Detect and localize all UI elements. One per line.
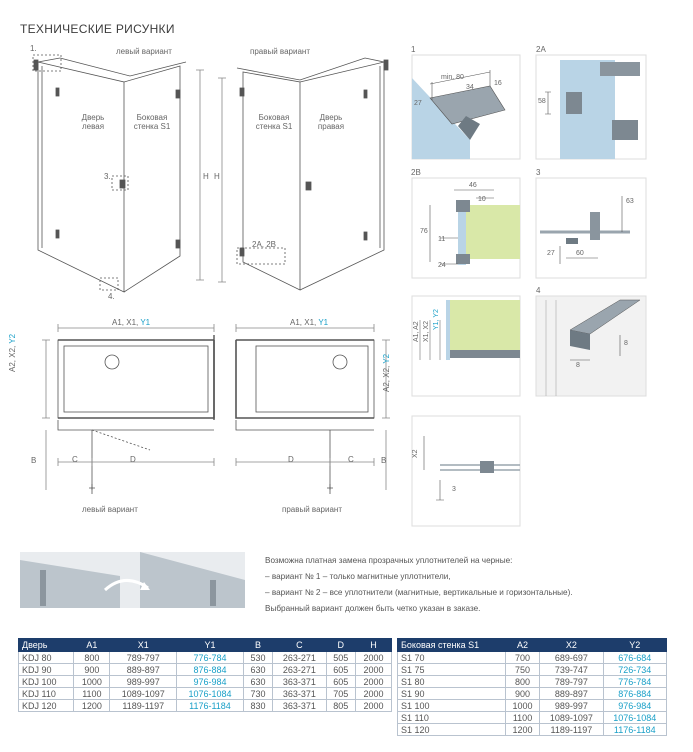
note-line-2: – вариант № 1 – только магнитные уплотнители, <box>265 572 451 581</box>
table-row <box>19 676 392 688</box>
left-side-label <box>128 113 176 131</box>
table-row <box>19 652 392 664</box>
detail-y1-x1: X1, X2 <box>423 320 430 342</box>
table-row <box>398 652 667 664</box>
note-line-1: Возможна платная замена прозрачных уплотнителей на черные: <box>265 556 513 565</box>
table-cell: 1000 <box>505 700 539 712</box>
table-cell: 989-997 <box>540 700 603 712</box>
side-table-body <box>398 652 667 736</box>
side-table-header-cell: Y2 <box>603 639 666 652</box>
detail-1-b: 16 <box>494 80 502 87</box>
table-cell: 630 <box>243 664 272 676</box>
door-table-header-cell: Y1 <box>177 639 244 652</box>
table-cell: 1176-1184 <box>603 724 666 736</box>
right-plan-view <box>236 324 390 494</box>
page-title: ТЕХНИЧЕСКИЕ РИСУНКИ <box>20 22 175 36</box>
right-door-label-line2: правая <box>317 122 345 131</box>
left-side-label-line2: стенка S1 <box>133 122 171 131</box>
detail-4-number: 4 <box>536 286 541 295</box>
table-cell: 800 <box>74 652 110 664</box>
right-variant-title: правый вариант <box>250 47 310 56</box>
table-cell: S1 70 <box>398 652 506 664</box>
table-row <box>398 724 667 736</box>
table-cell: 605 <box>326 664 355 676</box>
callout-3: 3. <box>104 172 111 181</box>
table-cell: 1189-1197 <box>110 700 177 712</box>
left-plan-view <box>42 324 214 494</box>
detail-1-c: 27 <box>414 100 422 107</box>
table-cell: 1089-1097 <box>110 688 177 700</box>
gasket-photos <box>20 552 245 608</box>
table-row <box>19 700 392 712</box>
door-table-header <box>19 639 392 652</box>
detail-x2-label: X2 <box>412 449 419 458</box>
detail-2b-a: 46 <box>469 182 477 189</box>
detail-3-a: 63 <box>626 198 634 205</box>
detail-1-a: 34 <box>466 84 474 91</box>
table-cell: 689-697 <box>540 652 603 664</box>
left-plan-d: D <box>130 455 136 464</box>
right-plan-top-dim <box>290 318 328 327</box>
right-door-label <box>308 113 354 131</box>
table-row <box>398 712 667 724</box>
right-plan-c: C <box>348 455 354 464</box>
detail-1-number: 1 <box>411 45 416 54</box>
door-table-header-cell: D <box>326 639 355 652</box>
detail-4-b: 8 <box>576 362 580 369</box>
left-plan-c: C <box>72 455 78 464</box>
right-height-label: H <box>214 172 220 181</box>
right-plan-side-dim-y: Y2 <box>382 353 391 364</box>
table-cell: 2000 <box>355 652 391 664</box>
table-cell: 889-897 <box>540 688 603 700</box>
table-cell: 2000 <box>355 688 391 700</box>
table-row <box>398 676 667 688</box>
detail-3-number: 3 <box>536 168 541 177</box>
door-table-header-cell: Дверь <box>19 639 74 652</box>
right-side-label-line2: стенка S1 <box>255 122 293 131</box>
left-plan-top-dim-text: A1, X1, <box>112 318 139 327</box>
left-door-label-line2: левая <box>81 122 105 131</box>
right-door-label-line1: Дверь <box>319 113 343 122</box>
table-cell: 1076-1084 <box>177 688 244 700</box>
table-cell: 1076-1084 <box>603 712 666 724</box>
right-plan-top-dim-y: Y1 <box>318 318 329 327</box>
detail-2b-c: 76 <box>420 228 428 235</box>
right-plan-caption: правый вариант <box>282 505 342 514</box>
table-cell: 505 <box>326 652 355 664</box>
table-cell: 1100 <box>74 688 110 700</box>
table-cell: 530 <box>243 652 272 664</box>
door-table-header-cell: H <box>355 639 391 652</box>
detail-1-min: min. 80 <box>441 74 464 81</box>
detail-2b-b: 10 <box>478 196 486 203</box>
table-cell: KDJ 80 <box>19 652 74 664</box>
right-variant-drawing <box>218 58 388 290</box>
table-cell: 363-371 <box>273 688 326 700</box>
table-cell: 876-884 <box>603 688 666 700</box>
table-cell: 830 <box>243 700 272 712</box>
table-cell: 739-747 <box>540 664 603 676</box>
detail-2b-d: 11 <box>438 236 446 243</box>
side-wall-table <box>397 638 667 736</box>
table-cell: 263-271 <box>273 652 326 664</box>
table-cell: KDJ 120 <box>19 700 74 712</box>
detail-4-a: 8 <box>624 340 628 347</box>
table-cell: 700 <box>505 652 539 664</box>
table-cell: 630 <box>243 676 272 688</box>
table-cell: 876-884 <box>177 664 244 676</box>
right-side-label <box>250 113 298 131</box>
table-cell: 363-371 <box>273 700 326 712</box>
door-table-header-cell: X1 <box>110 639 177 652</box>
table-cell: 789-797 <box>110 652 177 664</box>
left-plan-side-dim <box>8 334 17 372</box>
table-cell: S1 120 <box>398 724 506 736</box>
right-side-label-line1: Боковая <box>258 113 290 122</box>
table-cell: S1 110 <box>398 712 506 724</box>
left-plan-side-dim-text: A2, X2, <box>8 345 17 372</box>
note-line-3: – вариант № 2 – все уплотнители (магнитные, вертикальные и горизонтальные). <box>265 588 573 597</box>
left-variant-title: левый вариант <box>116 47 172 56</box>
table-cell: 889-897 <box>110 664 177 676</box>
table-cell: 1089-1097 <box>540 712 603 724</box>
table-row <box>398 700 667 712</box>
door-table-header-cell: B <box>243 639 272 652</box>
table-cell: 676-684 <box>603 652 666 664</box>
detail-2a-a: 58 <box>538 98 546 105</box>
table-cell: KDJ 90 <box>19 664 74 676</box>
left-plan-caption: левый вариант <box>82 505 138 514</box>
detail-2b-e: 24 <box>438 262 446 269</box>
door-table-header-cell: A1 <box>74 639 110 652</box>
left-variant-drawing <box>33 55 204 292</box>
left-door-label-line1: Дверь <box>81 113 105 122</box>
table-cell: 363-371 <box>273 676 326 688</box>
table-cell: 976-984 <box>177 676 244 688</box>
detail-y1-y1: Y1, Y2 <box>433 309 440 330</box>
callout-1: 1. <box>30 44 37 53</box>
table-cell: 1100 <box>505 712 539 724</box>
table-cell: 900 <box>505 688 539 700</box>
left-height-label: H <box>203 172 209 181</box>
table-row <box>398 688 667 700</box>
table-cell: 263-271 <box>273 664 326 676</box>
table-cell: 605 <box>326 676 355 688</box>
table-cell: 805 <box>326 700 355 712</box>
detail-3-b: 27 <box>547 250 555 257</box>
table-cell: 1189-1197 <box>540 724 603 736</box>
table-cell: 776-784 <box>177 652 244 664</box>
table-cell: S1 80 <box>398 676 506 688</box>
side-table-header-cell: X2 <box>540 639 603 652</box>
table-cell: 2000 <box>355 700 391 712</box>
callout-2a-2b: 2A, 2B <box>252 240 277 249</box>
right-plan-side-dim-text: A2, X2, <box>382 365 391 392</box>
table-cell: 750 <box>505 664 539 676</box>
left-plan-top-dim-y: Y1 <box>140 318 151 327</box>
table-cell: 1176-1184 <box>177 700 244 712</box>
table-cell: S1 90 <box>398 688 506 700</box>
table-cell: 976-984 <box>603 700 666 712</box>
table-row <box>398 664 667 676</box>
table-cell: 2000 <box>355 676 391 688</box>
door-table <box>18 638 392 712</box>
table-cell: 989-997 <box>110 676 177 688</box>
detail-x2-three: 3 <box>452 486 456 493</box>
table-cell: 1200 <box>74 700 110 712</box>
door-table-header-cell: C <box>273 639 326 652</box>
table-cell: 789-797 <box>540 676 603 688</box>
side-table-header-cell: A2 <box>505 639 539 652</box>
table-cell: 900 <box>74 664 110 676</box>
detail-2a-number: 2A <box>536 45 546 54</box>
left-side-label-line1: Боковая <box>136 113 168 122</box>
side-table-header-cell: Боковая стенка S1 <box>398 639 506 652</box>
detail-panels <box>412 55 646 526</box>
table-cell: 1000 <box>74 676 110 688</box>
table-cell: KDJ 100 <box>19 676 74 688</box>
detail-y1-a1: A1, A2 <box>413 321 420 342</box>
right-plan-top-dim-text: A1, X1, <box>290 318 317 327</box>
left-plan-side-dim-y: Y2 <box>8 333 17 344</box>
table-cell: S1 75 <box>398 664 506 676</box>
side-table-header <box>398 639 667 652</box>
table-cell: 705 <box>326 688 355 700</box>
table-cell: 730 <box>243 688 272 700</box>
table-cell: 1200 <box>505 724 539 736</box>
left-plan-top-dim <box>112 318 150 327</box>
table-row <box>19 664 392 676</box>
table-cell: 776-784 <box>603 676 666 688</box>
note-line-4: Выбранный вариант должен быть четко указан в заказе. <box>265 604 481 613</box>
detail-2b-number: 2B <box>411 168 421 177</box>
table-cell: S1 100 <box>398 700 506 712</box>
detail-3-c: 60 <box>576 250 584 257</box>
table-cell: 800 <box>505 676 539 688</box>
right-plan-b: B <box>381 456 387 465</box>
table-row <box>19 688 392 700</box>
left-plan-b: B <box>31 456 37 465</box>
door-table-body <box>19 652 392 712</box>
table-cell: KDJ 110 <box>19 688 74 700</box>
table-cell: 2000 <box>355 664 391 676</box>
callout-4: 4. <box>108 292 115 301</box>
right-plan-side-dim <box>382 354 391 392</box>
table-cell: 726-734 <box>603 664 666 676</box>
right-plan-d: D <box>288 455 294 464</box>
left-door-label <box>70 113 116 131</box>
